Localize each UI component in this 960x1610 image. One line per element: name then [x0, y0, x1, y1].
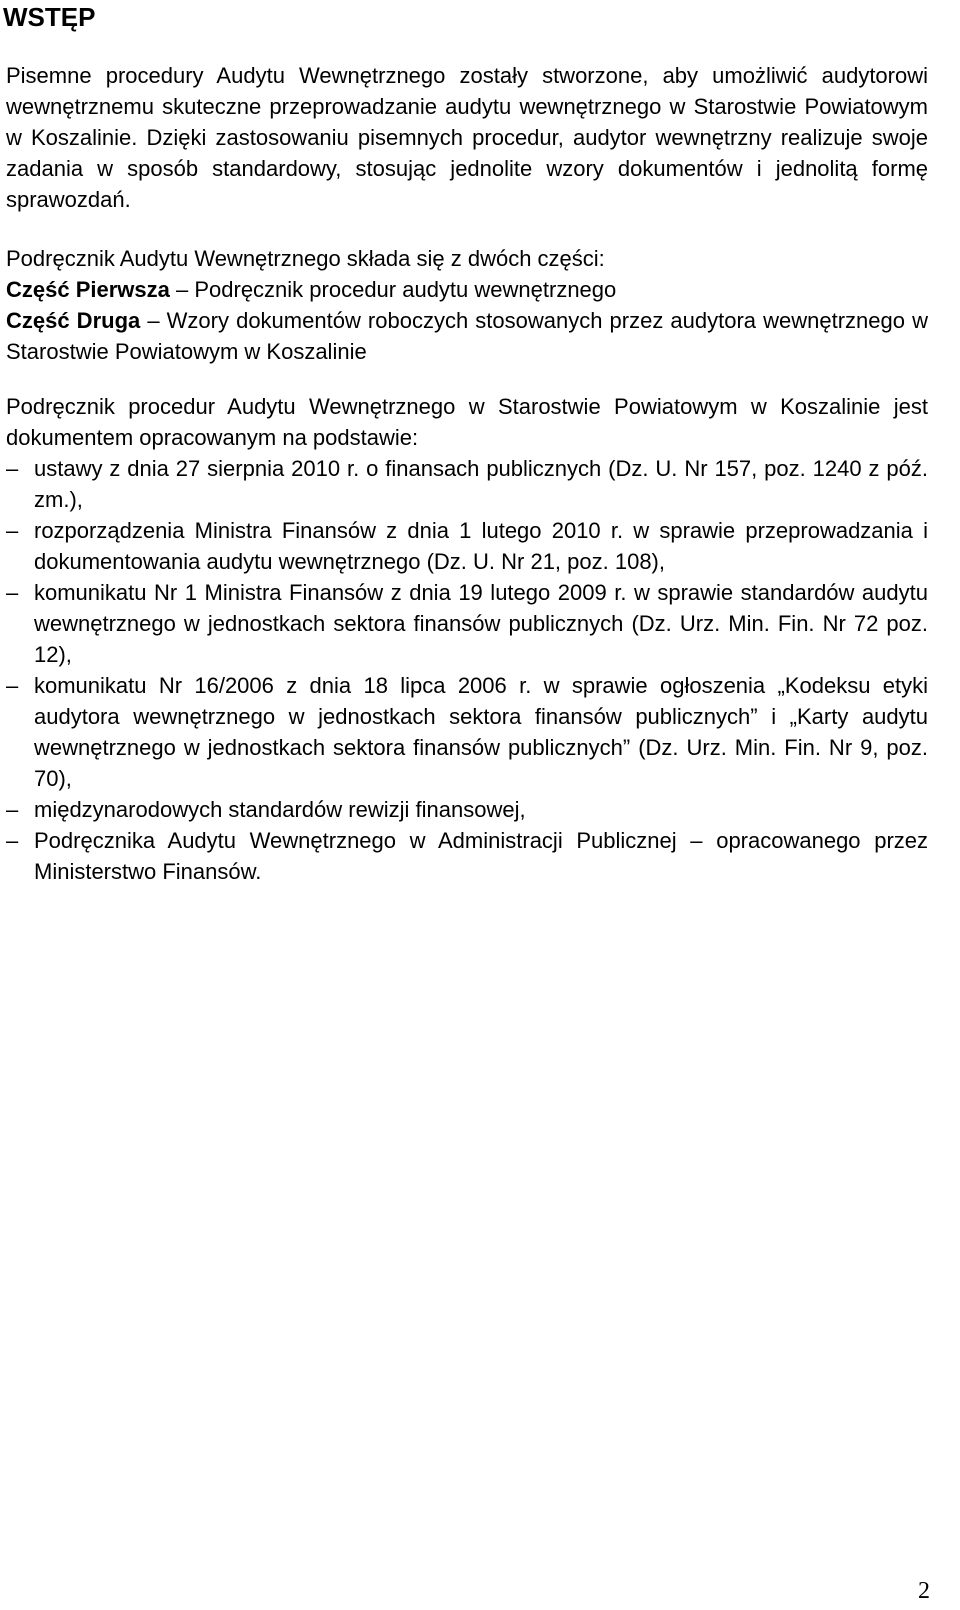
list-item [6, 794, 928, 825]
dash-bullet: – [6, 797, 19, 822]
list-item [6, 825, 928, 887]
list-item-text: rozporządzenia Ministra Finansów z dnia 1 lutego 2010 r. w sprawie przeprowadzania i dokumentowania audytu wewnętrznego (Dz. U. Nr 21, poz. 108), [34, 518, 928, 574]
page-number: 2 [918, 1578, 930, 1604]
list-item-text: Podręcznika Audytu Wewnętrznego w Administracji Publicznej – opracowanego przez Ministerstwo Finansów. [34, 828, 928, 884]
page-heading: WSTĘP [3, 2, 96, 32]
part-one-separator: – [169, 277, 195, 302]
dash-bullet: – [6, 456, 19, 481]
list-item-text: międzynarodowych standardów rewizji finansowej, [34, 797, 526, 822]
document-body [6, 60, 928, 887]
dash-bullet: – [6, 828, 19, 853]
part-two-name: Część Druga [6, 308, 141, 333]
list-item [6, 577, 928, 670]
list-item [6, 670, 928, 794]
list-item-text: komunikatu Nr 1 Ministra Finansów z dnia 19 lutego 2009 r. w sprawie standardów audytu wewnętrznego w jednostkach sektora finansów publicznych (Dz. Urz. Min. Fin. Nr 72 poz. 12), [34, 580, 928, 667]
list-item [6, 453, 928, 515]
dash-bullet: – [6, 580, 19, 605]
part-two-description: Wzory dokumentów roboczych stosowanych przez audytora wewnętrznego w Starostwie Powiatowym w Koszalinie [6, 308, 928, 364]
basis-intro: Podręcznik procedur Audytu Wewnętrznego w Starostwie Powiatowym w Koszalinie jest dokumentem opracowanym na podstawie: [6, 394, 928, 450]
list-item-text: ustawy z dnia 27 sierpnia 2010 r. o finansach publicznych (Dz. U. Nr 157, poz. 1240 z póź. zm.), [34, 456, 928, 512]
part-one [6, 274, 928, 305]
part-one-description: Podręcznik procedur audytu wewnętrznego [194, 277, 617, 302]
part-two [6, 305, 928, 367]
list-item-text: komunikatu Nr 16/2006 z dnia 18 lipca 2006 r. w sprawie ogłoszenia „Kodeksu etyki audytora wewnętrznego w jednostkach sektora finansów publicznych” i „Karty audytu wewnętrznego w jednostkach sektora finansów publicznych” (Dz. Urz. Min. Fin. Nr 9, poz. 70), [34, 673, 928, 791]
basis-list [6, 453, 928, 887]
dash-bullet: – [6, 673, 19, 698]
list-item [6, 515, 928, 577]
intro-paragraph: Pisemne procedury Audytu Wewnętrznego zostały stworzone, aby umożliwić audytorowi wewnętrznemu skuteczne przeprowadzanie audytu wewnętrznego w Starostwie Powiatowym w Koszalinie. Dzięki zastosowaniu pisemnych procedur, audytor wewnętrzny realizuje swoje zadania w sposób standardowy, stosując jednolite wzory dokumentów i jednolitą formę sprawozdań. [6, 63, 928, 212]
part-one-name: Część Pierwsza [6, 277, 170, 302]
parts-list [6, 274, 928, 367]
part-two-separator: – [140, 308, 167, 333]
parts-intro: Podręcznik Audytu Wewnętrznego składa się z dwóch części: [6, 246, 605, 271]
dash-bullet: – [6, 518, 19, 543]
